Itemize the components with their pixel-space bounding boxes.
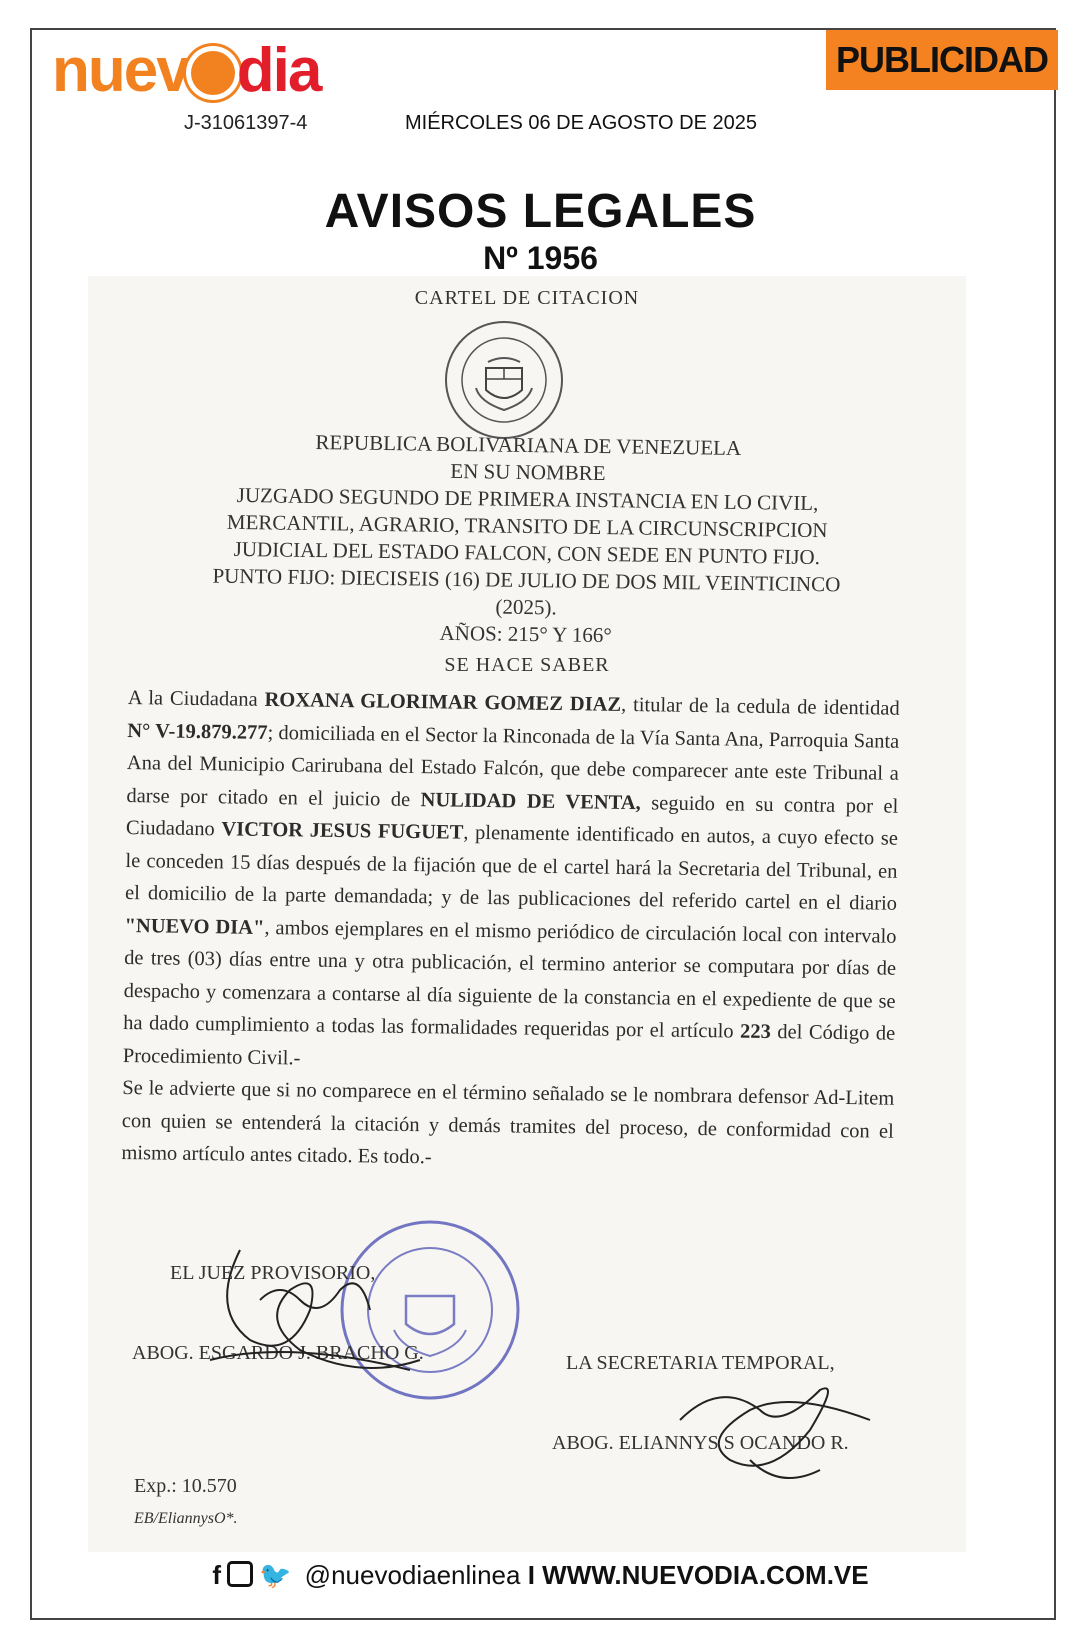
issue-date: MIÉRCOLES 06 DE AGOSTO DE 2025 <box>405 112 757 134</box>
court-line: AÑOS: 215° Y 166° <box>439 620 612 648</box>
court-line: REPUBLICA BOLIVARIANA DE VENEZUELA <box>315 430 742 460</box>
tax-id: J-31061397-4 <box>184 112 308 134</box>
notice-type: CARTEL DE CITACION <box>414 287 640 309</box>
footer <box>0 1560 1081 1591</box>
secretary-signature-icon <box>650 1360 900 1490</box>
section-banner: PUBLICIDAD <box>826 30 1058 90</box>
court-line: (2025). <box>495 594 557 620</box>
newspaper-logo: nuev dia <box>52 36 321 105</box>
judge-title: EL JUEZ PROVISORIO, <box>170 1262 376 1284</box>
notice-number: Nº 1956 <box>483 240 598 276</box>
court-header <box>87 426 968 654</box>
twitter-icon: 🐦 <box>259 1560 292 1590</box>
secretary-title: LA SECRETARIA TEMPORAL, <box>566 1352 835 1374</box>
judge-name: ABOG. ESGARDO J. BRACHO G. <box>132 1342 424 1364</box>
website-url: WWW.NUEVODIA.COM.VE <box>542 1560 869 1590</box>
court-seal-icon <box>442 318 566 442</box>
court-line: JUZGADO SEGUNDO DE PRIMERA INSTANCIA EN LO CIVIL, <box>236 482 819 516</box>
facebook-icon: f <box>212 1560 222 1590</box>
body-paragraph: Se le advierte que si no comparece en el término señalado se le nombrara defensor Ad-Litem con quien se entenderá la citación y demás tramites del proceso, de conformidad con el mismo artículo antes citado. Es todo.- <box>121 1076 895 1169</box>
footer-separator: I <box>527 1560 535 1590</box>
page-title: AVISOS LEGALES <box>324 185 757 238</box>
court-line: EN SU NOMBRE <box>450 458 606 486</box>
instagram-icon <box>227 1561 253 1587</box>
body-paragraph: A la Ciudadana ROXANA GLORIMAR GOMEZ DIAZ, titular de la cedula de identidad N° V-19.879.277; domiciliada en el Sector la Rinconada de la Vía Santa Ana, Parroquia Santa Ana del Municipio Carirubana del Estado Falcón, que debe comparecer ante este Tribunal a darse por citado en el juicio de NULIDAD DE VENTA, seguido en su contra por el Ciudadano VICTOR JESUS FUGUET, plenamente identificado en autos, a cuyo efecto se le conceden 15 días después de la fijación que de el cartel hará la Secretaria del Tribunal, en el domicilio de la parte demandada; y de las publicaciones del referido cartel en el diario "NUEVO DIA", ambos ejemplares en el mismo periódico de circulación local con intervalo de tres (03) días entre una y otra publicación, el termino anterior se computara por días de despacho y comenzara a contarse al día siguiente de la constancia en el expediente de que se ha dado cumplimiento a todas las formalidades requeridas por el artículo 223 del Código de Procedimiento Civil.- <box>122 686 900 1069</box>
initials: EB/EliannysO*. <box>134 1510 238 1527</box>
social-handle: @nuevodiaenlinea <box>304 1560 521 1590</box>
judge-signature-icon <box>200 1240 430 1390</box>
se-hace-saber: SE HACE SABER <box>444 654 610 676</box>
court-line: PUNTO FIJO: DIECISEIS (16) DE JULIO DE DOS MIL VEINTICINCO <box>212 563 841 597</box>
secretary-name: ABOG. ELIANNYS S OCANDO R. <box>552 1432 849 1454</box>
notice-body <box>121 682 900 1180</box>
sun-icon <box>191 51 235 95</box>
court-line: JUDICIAL DEL ESTADO FALCON, CON SEDE EN PUNTO FIJO. <box>233 536 821 570</box>
court-line: MERCANTIL, AGRARIO, TRANSITO DE LA CIRCUNSCRIPCION <box>226 509 828 543</box>
expediente-number: Exp.: 10.570 <box>134 1475 237 1497</box>
